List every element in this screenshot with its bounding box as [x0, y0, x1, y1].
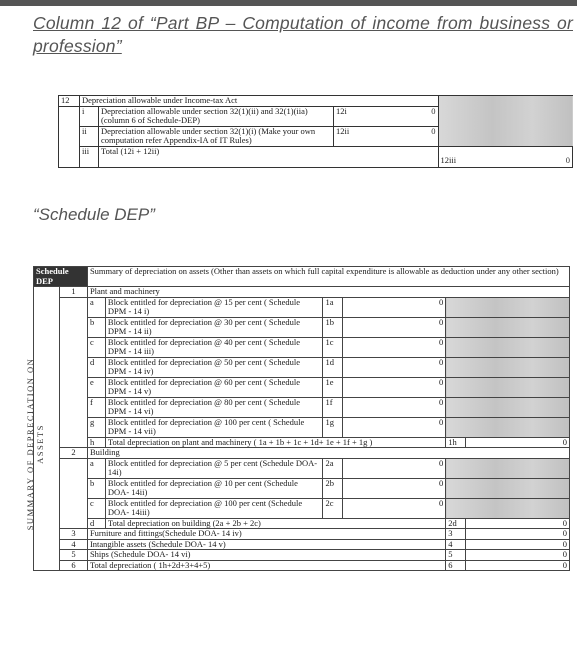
schedule-summary: Summary of depreciation on assets (Other than assets on which full capital expenditure is allowable as deduction under any other section) — [87, 267, 569, 287]
section-number: 1 — [59, 287, 87, 298]
row-letter: h — [87, 437, 105, 448]
field-code: 4 — [446, 539, 466, 550]
field-code: 2b — [323, 478, 343, 498]
field-code: 3 — [446, 529, 466, 540]
section-number: 4 — [59, 539, 87, 550]
field-code: 5 — [446, 550, 466, 561]
section-number: 5 — [59, 550, 87, 561]
table-row — [34, 317, 570, 337]
table-row — [34, 478, 570, 498]
row-text: Block entitled for depreciation @ 40 per cent ( Schedule DPM - 14 iii) — [105, 337, 323, 357]
field-value: 0 — [343, 317, 446, 337]
field-value: 0 — [343, 337, 446, 357]
field-code: 6 — [446, 560, 466, 571]
side-label: SUMMARY OF DEPRECIATION ON ASSETS — [25, 357, 45, 531]
table-row — [34, 550, 570, 561]
row-text: Block entitled for depreciation @ 15 per cent ( Schedule DPM - 14 i) — [105, 297, 323, 317]
field-value: 0 — [466, 437, 570, 448]
row-text: Block entitled for depreciation @ 60 per cent ( Schedule DPM - 14 v) — [105, 377, 323, 397]
field-value: 0 — [343, 498, 446, 518]
row-letter: d — [87, 518, 105, 529]
table-row — [34, 458, 570, 478]
row-letter: a — [87, 297, 105, 317]
row-title: Depreciation allowable under Income-tax Act — [80, 96, 439, 107]
field-value: 0 — [431, 105, 436, 116]
row-text: Block entitled for depreciation @ 100 per cent ( Schedule DPM - 14 vii) — [105, 417, 323, 437]
heading-schedule-dep: “Schedule DEP” — [33, 205, 155, 224]
field-value: 0 — [466, 560, 570, 571]
table-row — [34, 357, 570, 377]
field-value: 0 — [431, 125, 436, 136]
row-text: Block entitled for depreciation @ 80 per cent ( Schedule DPM - 14 vi) — [105, 397, 323, 417]
row-text: Intangible assets (Schedule DOA- 14 v) — [87, 539, 445, 550]
row-text: Block entitled for depreciation @ 10 per cent (Schedule DOA- 14ii) — [105, 478, 323, 498]
sub-row-number: iii — [80, 146, 99, 167]
field-value: 0 — [565, 155, 570, 165]
field-value: 0 — [343, 478, 446, 498]
field-value: 0 — [343, 297, 446, 317]
row-letter: d — [87, 357, 105, 377]
sub-row-number: ii — [80, 126, 99, 146]
field-code: 1c — [323, 337, 343, 357]
sub-row-text: Total (12i + 12ii) — [99, 146, 439, 167]
table-row-total — [34, 437, 570, 448]
row-letter: b — [87, 478, 105, 498]
field-code: 1h — [446, 437, 466, 448]
row-letter: g — [87, 417, 105, 437]
schedule-dep-label: Schedule DEP — [34, 267, 88, 287]
table-row — [34, 297, 570, 317]
table-row — [34, 417, 570, 437]
field-value: 0 — [466, 529, 570, 540]
heading-part-bp: Column 12 of “Part BP – Computation of income from business or profession” — [33, 13, 573, 56]
top-rule — [0, 0, 577, 6]
row-number: 12 — [59, 96, 80, 107]
sub-row-text: Depreciation allowable under section 32(1)(ii) and 32(1)(iia) (column 6 of Schedule-DEP) — [99, 106, 334, 126]
part-bp-table — [58, 95, 573, 168]
field-code: 1b — [323, 317, 343, 337]
schedule-dep-table — [33, 266, 570, 571]
field-code: 2d — [446, 518, 466, 529]
field-code: 1f — [323, 397, 343, 417]
field-value: 0 — [343, 417, 446, 437]
field-value: 0 — [343, 357, 446, 377]
table-row — [34, 337, 570, 357]
row-text: Block entitled for depreciation @ 100 per cent (Schedule DOA- 14iii) — [105, 498, 323, 518]
row-text: Block entitled for depreciation @ 5 per cent (Schedule DOA- 14i) — [105, 458, 323, 478]
row-letter: b — [87, 317, 105, 337]
field-code: 2c — [323, 498, 343, 518]
section-title: Building — [87, 448, 569, 459]
row-letter: e — [87, 377, 105, 397]
row-letter: c — [87, 337, 105, 357]
field-code: 12ii — [336, 125, 350, 136]
field-code: 1g — [323, 417, 343, 437]
table-row — [34, 539, 570, 550]
section-number: 6 — [59, 560, 87, 571]
table-row-total — [34, 518, 570, 529]
table-row — [34, 397, 570, 417]
row-text: Total depreciation on plant and machinery ( 1a + 1b + 1c + 1d+ 1e + 1f + 1g ) — [105, 437, 445, 448]
table-row — [34, 377, 570, 397]
row-text: Total depreciation on building (2a + 2b + 2c) — [105, 518, 445, 529]
row-text: Total depreciation ( 1h+2d+3+4+5) — [87, 560, 445, 571]
row-letter: c — [87, 498, 105, 518]
field-value: 0 — [466, 550, 570, 561]
field-code: 12i — [336, 105, 347, 116]
field-code: 1d — [323, 357, 343, 377]
section-number: 3 — [59, 529, 87, 540]
sub-row-text: Depreciation allowable under section 32(1)(i) (Make your own computation refer Appendix-IA of IT Rules) — [99, 126, 334, 146]
section-number: 2 — [59, 448, 87, 459]
field-code: 1e — [323, 377, 343, 397]
sub-row-number: i — [80, 106, 99, 126]
row-text: Block entitled for depreciation @ 50 per cent ( Schedule DPM - 14 iv) — [105, 357, 323, 377]
table-row — [34, 498, 570, 518]
field-code: 2a — [323, 458, 343, 478]
row-letter: f — [87, 397, 105, 417]
row-letter: a — [87, 458, 105, 478]
field-code: 1a — [323, 297, 343, 317]
row-text: Block entitled for depreciation @ 30 per cent ( Schedule DPM - 14 ii) — [105, 317, 323, 337]
table-row — [34, 529, 570, 540]
field-value: 0 — [466, 539, 570, 550]
field-code: 12iii — [440, 155, 457, 165]
field-value: 0 — [343, 397, 446, 417]
field-value: 0 — [466, 518, 570, 529]
row-text: Furniture and fittings(Schedule DOA- 14 iv) — [87, 529, 445, 540]
section-title: Plant and machinery — [87, 287, 569, 298]
field-value: 0 — [343, 458, 446, 478]
field-value: 0 — [343, 377, 446, 397]
row-text: Ships (Schedule DOA- 14 vi) — [87, 550, 445, 561]
table-row — [34, 560, 570, 571]
